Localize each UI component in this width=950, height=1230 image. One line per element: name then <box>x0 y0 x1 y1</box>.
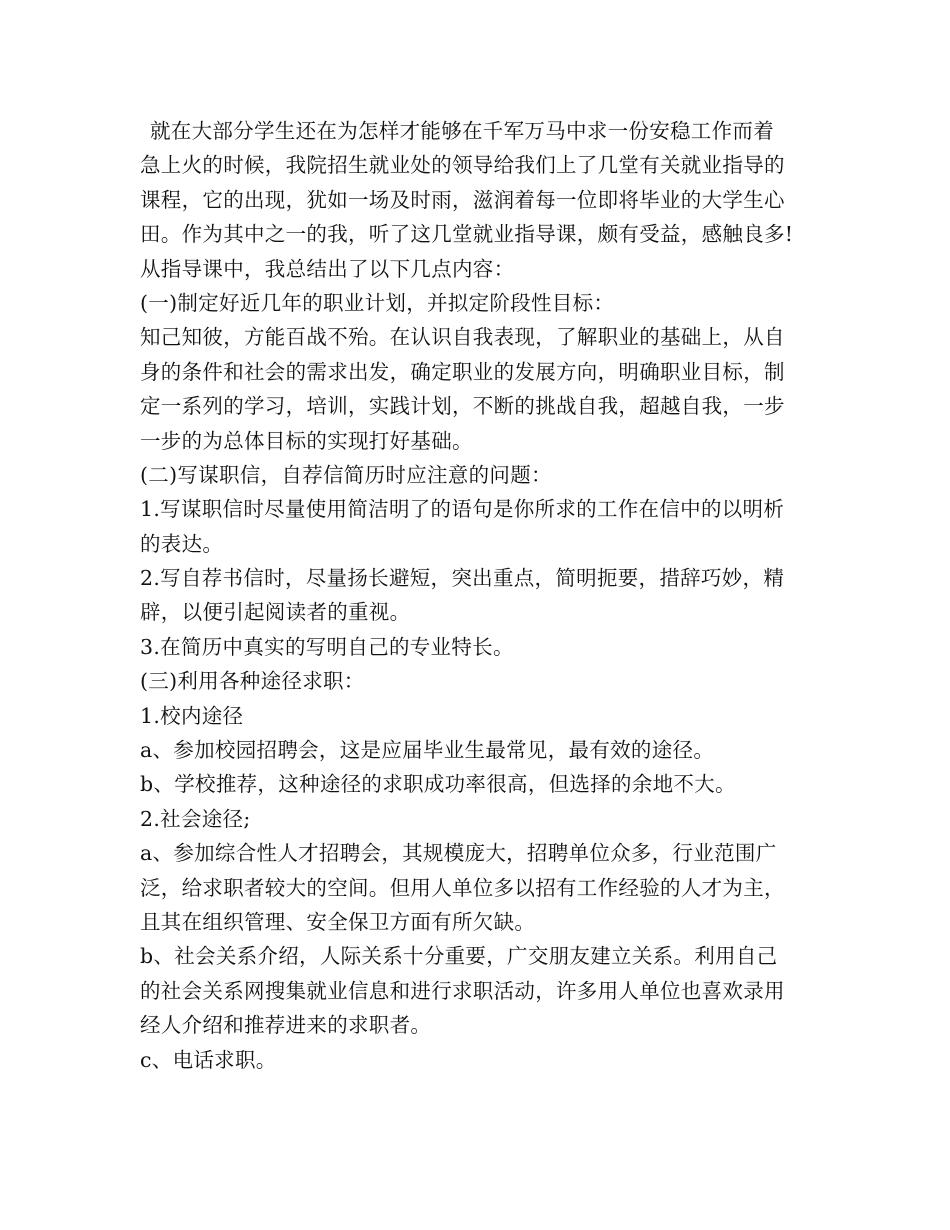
list-item-line: b、学校推荐，这种途径的求职成功率很高，但选择的余地不大。 <box>140 772 736 797</box>
section-heading-3: (三)利用各种途径求职： <box>140 669 365 694</box>
list-item-line: 2.写自荐书信时，尽量扬长避短，突出重点，简明扼要，措辞巧妙，精 <box>140 566 785 591</box>
list-item-line: 且其在组织管理、安全保卫方面有所欠缺。 <box>140 909 536 934</box>
list-item-line: 1.写谋职信时尽量使用简洁明了的语句是你所求的工作在信中的以明析 <box>140 497 785 522</box>
section-heading-1: (一)制定好近几年的职业计划，并拟定阶段性目标： <box>140 290 615 315</box>
list-item-line: 的表达。 <box>140 531 224 556</box>
paragraph-line: 就在大部分学生还在为怎样才能够在千军万马中求一份安稳工作而着 <box>150 119 774 143</box>
paragraph-line: 田。作为其中之一的我，听了这几堂就业指导课，颇有受益，感触良多! <box>140 222 794 247</box>
section-heading-2: (二)写谋职信，自荐信简历时应注意的问题： <box>140 462 552 487</box>
document-body <box>140 114 820 1077</box>
list-item-line: 3.在简历中真实的写明自己的专业特长。 <box>140 634 514 659</box>
list-item-line: 辟，以便引起阅读者的重视。 <box>140 600 411 625</box>
paragraph-line: 急上火的时候，我院招生就业处的领导给我们上了几堂有关就业指导的 <box>140 153 785 178</box>
paragraph-line: 一步的为总体目标的实现打好基础。 <box>140 428 473 453</box>
list-item-line: b、社会关系介绍，人际关系十分重要，广交朋友建立关系。利用自己 <box>140 944 778 969</box>
paragraph-line: 知己知彼，方能百战不殆。在认识自我表现，了解职业的基础上，从自 <box>140 325 785 350</box>
paragraph-line: 定一系列的学习，培训，实践计划，不断的挑战自我，超越自我，一步 <box>140 394 785 419</box>
list-item-line: c、电话求职。 <box>140 1047 277 1072</box>
paragraph-line: 从指导课中，我总结出了以下几点内容： <box>140 256 515 281</box>
paragraph-line: 课程，它的出现，犹如一场及时雨，滋润着每一位即将毕业的大学生心 <box>140 187 785 212</box>
paragraph-line: 身的条件和社会的需求出发，确定职业的发展方向，明确职业目标，制 <box>140 359 785 384</box>
subsection-heading: 2.社会途径; <box>140 806 251 831</box>
list-item-line: 的社会关系网搜集就业信息和进行求职活动，许多用人单位也喜欢录用 <box>140 978 785 1003</box>
list-item-line: 经人介绍和推荐进来的求职者。 <box>140 1013 432 1038</box>
subsection-heading: 1.校内途径 <box>140 703 244 728</box>
list-item-line: a、参加综合性人才招聘会，其规模庞大，招聘单位众多，行业范围广 <box>140 841 777 866</box>
list-item-line: 泛，给求职者较大的空间。但用人单位多以招有工作经验的人才为主， <box>140 875 785 900</box>
list-item-line: a、参加校园招聘会，这是应届毕业生最常见，最有效的途径。 <box>140 738 715 763</box>
